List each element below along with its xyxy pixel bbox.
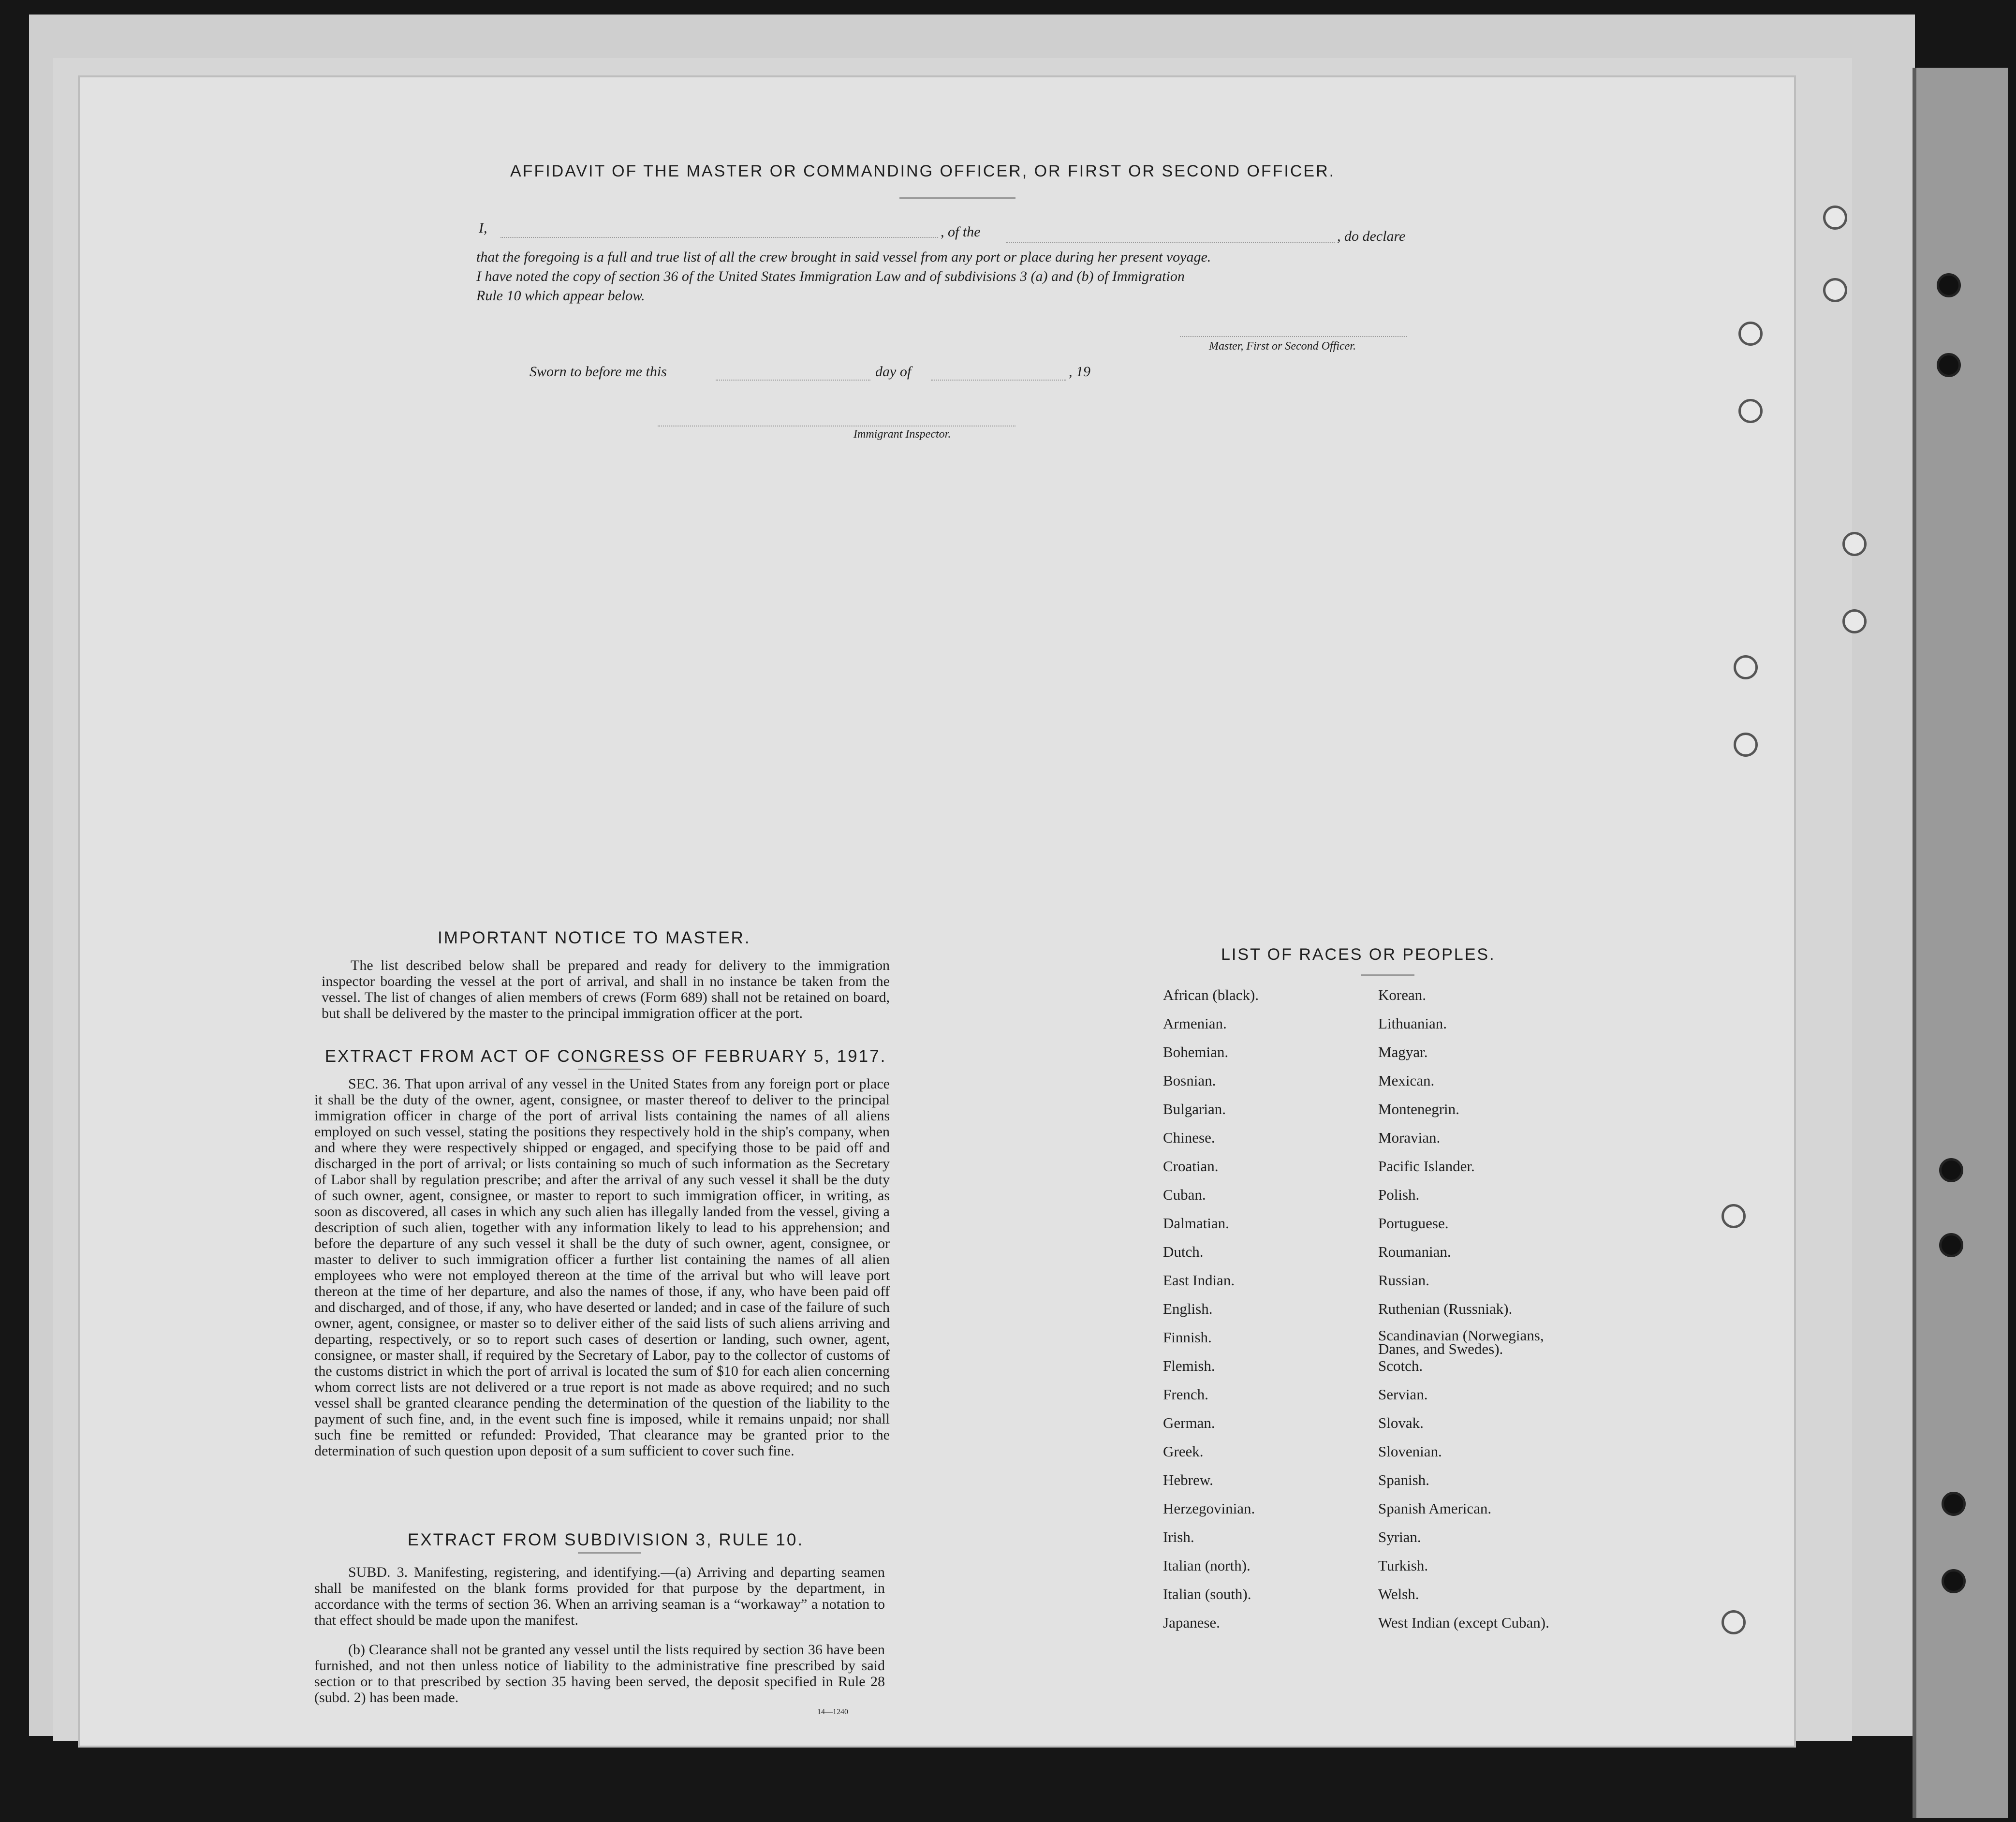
race-item: Roumanian. [1378,1243,1451,1260]
race-item: English. [1163,1300,1213,1317]
race-item: Herzegovinian. [1163,1500,1255,1517]
race-item: Mexican. [1378,1072,1435,1089]
punch-hole-icon [1738,399,1763,423]
races-title-rule [1361,974,1414,976]
year-text: , 19 [1069,364,1090,380]
race-item: Korean. [1378,986,1426,1003]
race-item: Ruthenian (Russniak). [1378,1300,1513,1317]
binder-hole-icon [1939,1233,1963,1257]
race-item: Magyar. [1378,1043,1428,1060]
affidavit-title: AFFIDAVIT OF THE MASTER OR COMMANDING OFFICER, OR FIRST OR SECOND OFFICER. [510,162,1336,180]
affidavit-name-line [500,237,938,238]
race-item: Russian. [1378,1272,1429,1289]
binder-hole-icon [1939,1158,1963,1182]
races-left-column [1163,986,1259,1643]
rule-title: EXTRACT FROM SUBDIVISION 3, RULE 10. [407,1530,804,1549]
race-item: Hebrew. [1163,1471,1213,1488]
race-item: Welsh. [1378,1586,1419,1602]
race-item: Slovak. [1378,1414,1424,1431]
races-right-column [1378,986,1586,1643]
race-item: Bulgarian. [1163,1101,1226,1117]
race-item: Turkish. [1378,1557,1428,1574]
race-item: Slovenian. [1378,1443,1442,1460]
punch-hole-icon [1823,206,1847,230]
race-item: Croatian. [1163,1158,1219,1175]
affidavit-vessel-line [1006,242,1335,243]
act-title: EXTRACT FROM ACT OF CONGRESS OF FEBRUARY 5, 1917. [324,1047,887,1066]
race-item: African (black). [1163,986,1259,1003]
sworn-text: Sworn to before me this [530,364,667,380]
rule-title-rule [578,1552,641,1554]
race-item: Montenegrin. [1378,1101,1459,1117]
punch-hole-icon [1734,733,1758,757]
race-item: Dalmatian. [1163,1215,1229,1232]
punch-hole-icon [1734,655,1758,679]
races-title: LIST OF RACES OR PEOPLES. [1221,945,1496,964]
race-item: Finnish. [1163,1329,1212,1346]
race-item: Lithuanian. [1378,1015,1447,1032]
race-item: German. [1163,1414,1215,1431]
race-item: Armenian. [1163,1015,1227,1032]
sworn-day-line [716,380,870,381]
race-item: Dutch. [1163,1243,1204,1260]
act-title-rule [578,1069,641,1070]
race-item: Italian (north). [1163,1557,1251,1574]
race-item: Portuguese. [1378,1215,1449,1232]
race-item: French. [1163,1386,1208,1403]
binder-hole-icon [1937,273,1961,297]
master-signature-line [1180,336,1407,337]
race-item: Syrian. [1378,1528,1421,1545]
rule-subd-a-text: SUBD. 3. Manifesting, registering, and identifying.—(a) Arriving and departing seamen shall be manifested on the blank forms provided for that purpose by the department, in accordance with the terms of section 36. When an arriving seaman is a “workaway” a notation to that effect should be made upon the manifest. [314,1564,885,1628]
race-item: Polish. [1378,1186,1420,1203]
race-item: West Indian (except Cuban). [1378,1614,1549,1631]
race-item: Scandinavian (Norwegians, Danes, and Swedes). [1378,1327,1544,1357]
form-number: 14—1240 [817,1708,848,1716]
punch-hole-icon [1722,1610,1746,1634]
act-section-36-text: SEC. 36. That upon arrival of any vessel in the United States from any foreign port or place it shall be the duty of the owner, agent, consignee, or master thereof to deliver to the principal immigration officer in charge of the port of arrival lists containing the names of all aliens employed on such vessel, stating the positions they respectively hold in the ship's company, when and where they were respectively shipped or engaged, and specifying those to be paid off and discharged in the port of arrival; or lists containing so much of such information as the Secretary of Labor shall by regulation prescribe; and after the arrival of any such vessel it shall be the duty of such owner, agent, consignee, or master to report to such immigration officer, in writing, as soon as discovered, all cases in which any such alien has illegally landed from the vessel, giving a description of such alien, together with any information likely to lead to his apprehension; and before the departure of any such vessel it shall be the duty of such owner, agent, consignee, or master to deliver to such immigration officer a further list containing the names of all alien employees who were not employed thereon at the time of the arrival but who will leave port thereon at the time of her departure, and also the names of those, if any, who have been paid off and discharged, and of those, if any, who have deserted or landed; and in case of the failure of such owner, agent, consignee, or master so to deliver either of the said lists of such aliens arriving and departing, respectively, or so to report such cases of desertion or landing, such owner, agent, consignee, or master shall, if required by the Secretary of Labor, pay to the collector of customs of the customs district in which the port of arrival is located the sum of $10 for each alien concerning whom correct lists are not delivered or a true report is not made as above required; and no such vessel shall be granted clearance pending the determination of the question of the liability to the payment of such fine, and, in the event such fine is imposed, while it remains unpaid; nor shall such fine be remitted or refunded: Provided, That clearance may be granted prior to the determination of such question upon deposit of a sum sufficient to cover such fine. [314,1076,890,1459]
race-item: Moravian. [1378,1129,1441,1146]
affidavit-title-rule [899,197,1015,199]
affidavit-i: I, [479,220,487,236]
race-item: Pacific Islander. [1378,1158,1475,1175]
race-item: Bohemian. [1163,1043,1229,1060]
race-item: Irish. [1163,1528,1194,1545]
master-signature-label: Master, First or Second Officer. [1209,340,1356,353]
rule-subd-b-text: (b) Clearance shall not be granted any vessel until the lists required by section 36 have been furnished, and not then unless notice of liability to the administrative fine prescribed by said section or to that prescribed by section 35 having been served, the deposit specified in Rule 28 (subd. 2) has been made. [314,1642,885,1705]
affidavit-do-declare: , do declare [1337,228,1406,244]
binder-hole-icon [1942,1492,1966,1516]
race-item: Japanese. [1163,1614,1220,1631]
punch-hole-icon [1823,278,1847,302]
race-item: Cuban. [1163,1186,1206,1203]
affidavit-line-2: that the foregoing is a full and true list of all the crew brought in said vessel from any port or place during her present voyage. [476,249,1211,265]
affidavit-line-4: Rule 10 which appear below. [476,288,645,304]
race-item: Flemish. [1163,1357,1215,1374]
punch-hole-icon [1842,609,1867,633]
punch-hole-icon [1722,1204,1746,1228]
race-item: East Indian. [1163,1272,1235,1289]
affidavit-of-the: , of the [941,224,981,240]
sworn-month-line [931,380,1066,381]
notice-text: The list described below shall be prepared and ready for delivery to the immigration inspector boarding the vessel at the port of arrival, and shall in no instance be taken from the vessel. The list of changes of alien members of crews (Form 689) shall not be retained on board, but shall be delivered by the master to the principal immigration officer at the port. [322,957,890,1021]
race-item: Italian (south). [1163,1586,1251,1602]
binder-hole-icon [1942,1569,1966,1593]
punch-hole-icon [1842,532,1867,556]
notice-title: IMPORTANT NOTICE TO MASTER. [438,928,751,947]
race-item: Scotch. [1378,1357,1423,1374]
inspector-signature-label: Immigrant Inspector. [853,428,951,441]
affidavit-line-3: I have noted the copy of section 36 of the United States Immigration Law and of subdivisions 3 (a) and (b) of Immigration [476,268,1185,284]
race-item: Servian. [1378,1386,1428,1403]
punch-hole-icon [1738,322,1763,346]
race-item: Bosnian. [1163,1072,1216,1089]
binder-strip [1913,68,2008,1818]
day-of-text: day of [875,364,912,380]
race-item: Spanish American. [1378,1500,1492,1517]
race-item: Chinese. [1163,1129,1215,1146]
race-item: Spanish. [1378,1471,1429,1488]
race-item: Greek. [1163,1443,1204,1460]
binder-hole-icon [1937,353,1961,377]
